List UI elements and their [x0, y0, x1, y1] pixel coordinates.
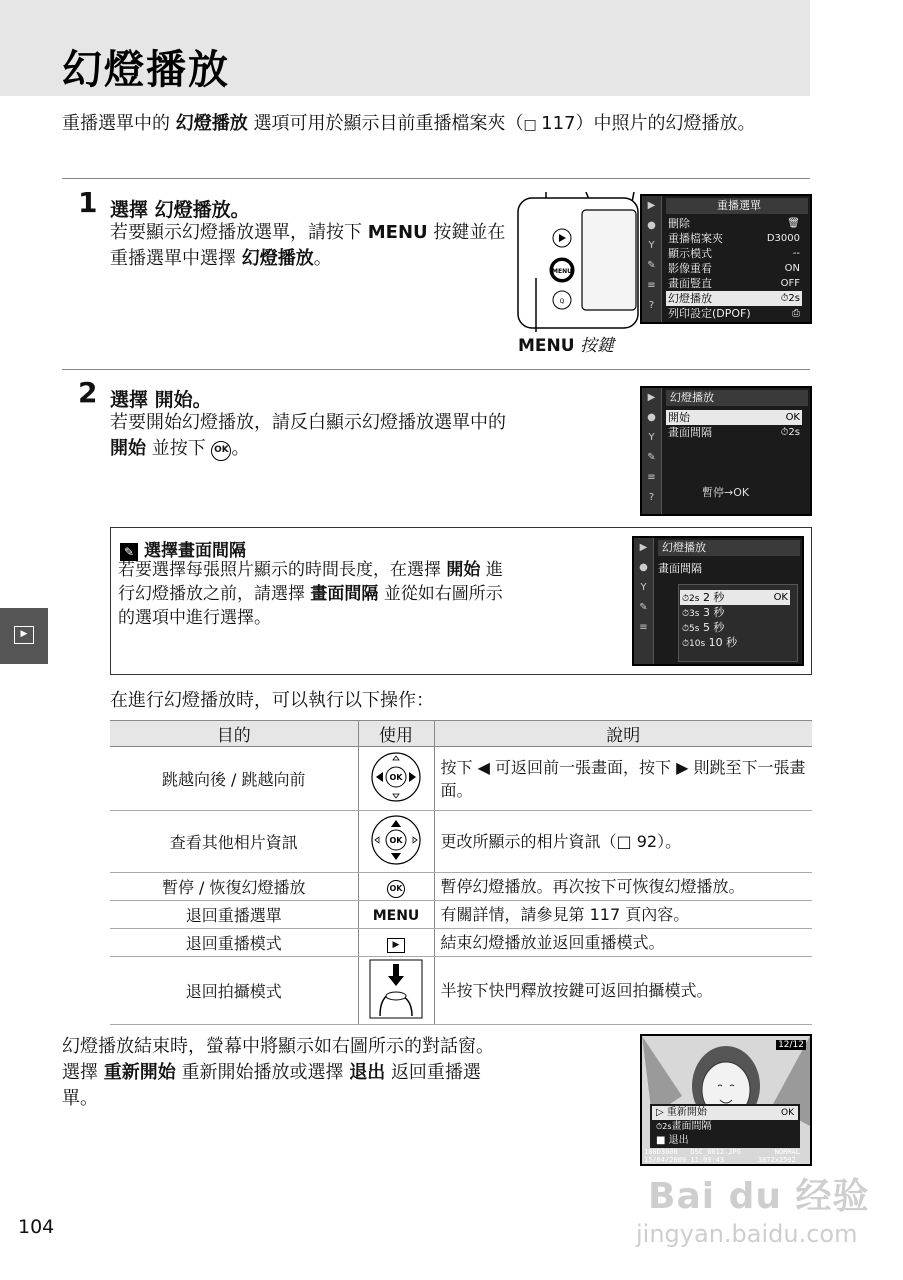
playback-glyph: ▶ [387, 938, 405, 953]
table-row [110, 873, 812, 901]
step-text-end: 。 [231, 438, 250, 459]
retouch-tab-icon: ✎ [639, 602, 648, 613]
menu-row-label: 刪除 [668, 217, 690, 230]
menu-row-value: ON [784, 263, 800, 274]
retouch-tab-icon: ✎ [647, 260, 656, 271]
end-text-3: 返回重播選單。 [62, 1062, 481, 1109]
intro-page-ref: 117 [541, 113, 576, 134]
step-text-2: 並按下 [151, 438, 206, 459]
menu-row-value: 🗑 [787, 218, 800, 229]
step-text: 若要顯示幻燈播放選單，請按下 [110, 222, 362, 243]
interval-menu-screen [632, 536, 804, 666]
table-header-row [110, 721, 812, 747]
step-text: 若要開始幻燈播放，請反白顯示幻燈播放選單中的 [110, 412, 506, 433]
note-bold-2: 畫面間隔 [310, 584, 379, 604]
timer-icon: ⏱10s [682, 639, 706, 649]
header-purpose: 目的 [110, 721, 358, 747]
photo-info-line: 100D3000 DSC_0012.JPG NORMAL [644, 1148, 800, 1156]
wrench-tab-icon: Y [640, 582, 647, 593]
interval-option[interactable] [680, 620, 790, 635]
menu-button-caption [518, 331, 614, 356]
screen-sidebar [634, 538, 654, 664]
stop-icon: ■ [656, 1135, 666, 1146]
table-row [110, 811, 812, 873]
screen-title: 重播選單 [666, 198, 808, 214]
camera-tab-icon: ● [647, 412, 656, 423]
operations-table [110, 720, 812, 1025]
step-number: 1 [78, 186, 98, 219]
step-bold: 幻燈播放 [241, 248, 314, 269]
interval-option[interactable] [680, 635, 790, 650]
note-text-3: 並從如右圖所示的選項中進行選擇。 [118, 584, 503, 628]
book-icon: □ [523, 117, 542, 133]
screen-title: 幻燈播放 [666, 390, 808, 406]
svg-text:Q: Q [559, 298, 565, 305]
ok-button-icon [358, 873, 434, 901]
playback-tab-icon: ▶ [647, 392, 656, 403]
menu-row-label: 幻燈播放 [668, 292, 712, 305]
description-cell: 半按下快門釋放按鍵可返回拍攝模式。 [434, 957, 812, 1025]
step-heading [110, 385, 212, 412]
restart-label: 重新開始 [666, 1107, 707, 1118]
table-row [110, 957, 812, 1025]
ok-label: OK [781, 1108, 794, 1118]
description-cell: 有關詳情，請參見第 117 頁內容。 [434, 901, 812, 929]
play-icon: ▷ [656, 1107, 664, 1118]
caption-key: MENU [518, 336, 575, 356]
screen-sidebar [642, 196, 662, 322]
menu-row-value: ⎙ [792, 308, 800, 319]
option-label: 5 秒 [702, 621, 725, 634]
menu-row-value: OFF [780, 278, 800, 289]
intro-text-3: ）中照片的幻燈播放。 [575, 113, 756, 134]
step-body [110, 410, 510, 462]
pencil-icon: ✎ [120, 543, 138, 561]
screen-sidebar [642, 388, 662, 514]
screen-title: 幻燈播放 [658, 540, 800, 556]
menu-row-label: 畫面豎直 [668, 277, 712, 290]
page-number: 104 [18, 1216, 55, 1238]
menu-row-label: 畫面間隔 [668, 426, 712, 439]
menu-row-selected[interactable] [666, 291, 802, 306]
timer-icon: ⏱2s [656, 1122, 672, 1131]
intro-bold: 幻燈播放 [175, 113, 248, 134]
purpose-cell: 暫停 / 恢復幻燈播放 [110, 873, 358, 901]
menu-button-icon [358, 901, 434, 929]
table-row [110, 747, 812, 811]
menu-row-label: 影像重看 [668, 262, 712, 275]
shutter-release-icon [358, 957, 434, 1025]
divider [62, 369, 810, 370]
playback-menu-screen [640, 194, 812, 324]
menu-row[interactable] [666, 246, 802, 261]
menu-row-label: 開始 [668, 411, 690, 424]
restart-option[interactable] [652, 1106, 798, 1120]
screen-subtitle: 畫面間隔 [658, 562, 702, 575]
purpose-cell: 查看其他相片資訊 [110, 811, 358, 873]
menu-label: MENU [372, 908, 420, 924]
photo-info-line: 15/04/2009 11:03:43 3872x2592 [644, 1156, 796, 1164]
ok-label: OK [387, 880, 405, 898]
menu-row-value: ⏱2s [780, 427, 800, 438]
step-heading [110, 195, 250, 222]
recent-tab-icon: ≡ [639, 622, 648, 633]
end-paragraph [62, 1034, 510, 1112]
option-ok: OK [773, 592, 788, 603]
playback-button-icon [358, 929, 434, 957]
menu-row-label: 顯示模式 [668, 247, 712, 260]
interval-label: 畫面間隔 [671, 1121, 712, 1132]
page-title: 幻燈播放 [62, 47, 230, 93]
note-text: 若要選擇每張照片顯示的時間長度，在選擇 [118, 560, 441, 580]
intro-text-2: 選項可用於顯示目前重播檔案夾（ [253, 113, 524, 134]
svg-text:OK: OK [389, 772, 403, 782]
recent-tab-icon: ≡ [647, 472, 656, 483]
playback-section-tab [0, 608, 48, 664]
step-heading-bold: 幻燈播放 [154, 199, 231, 221]
purpose-cell: 退回拍攝模式 [110, 957, 358, 1025]
option-label: 2 秒 [702, 591, 725, 604]
description-cell: 更改所顯示的相片資訊（□ 92）。 [434, 811, 812, 873]
timer-icon: ⏱3s [682, 609, 700, 619]
ok-button-icon: OK [211, 441, 231, 461]
slideshow-end-screen [640, 1034, 812, 1166]
svg-text:OK: OK [389, 835, 403, 845]
menu-row[interactable] [666, 306, 802, 321]
description-cell: 暫停幻燈播放。再次按下可恢復幻燈播放。 [434, 873, 812, 901]
purpose-cell: 跳越向後 / 跳越向前 [110, 747, 358, 811]
menu-row-selected[interactable] [666, 410, 802, 425]
step-heading-text: 選擇 [110, 389, 149, 411]
menu-row[interactable] [666, 425, 802, 440]
note-text-2: 進行幻燈播放之前，請選擇 [118, 560, 503, 604]
step-heading-end: 。 [192, 389, 212, 411]
header-description: 說明 [434, 721, 812, 747]
ops-lead: 在進行幻燈播放時，可以執行以下操作： [110, 690, 434, 711]
note-body [118, 558, 508, 630]
end-text-2: 重新開始播放或選擇 [181, 1062, 344, 1083]
table-row [110, 901, 812, 929]
baidu-watermark-logo: Bai du 经验 [648, 1176, 870, 1217]
end-bold-2: 退出 [349, 1062, 386, 1083]
option-label: 10 秒 [708, 636, 738, 649]
exit-option[interactable] [652, 1134, 689, 1148]
playback-tab-icon: ▶ [647, 200, 656, 211]
step-body [110, 220, 510, 272]
header-use: 使用 [358, 721, 434, 747]
interval-option[interactable] [652, 1120, 712, 1134]
note-heading-text: 選擇畫面間隔 [144, 541, 246, 561]
menu-row[interactable] [666, 231, 802, 246]
step-heading-text: 選擇 [110, 199, 149, 221]
photo-info [644, 1148, 800, 1164]
screen-footer: 暫停→OK [702, 486, 750, 499]
wrench-tab-icon: Y [648, 240, 655, 251]
intro-text: 重播選單中的 [62, 113, 170, 134]
divider [62, 178, 810, 179]
step-heading-end: 。 [230, 199, 250, 221]
menu-row-value: ⏱2s [780, 293, 800, 304]
menu-row-label: 列印設定(DPOF) [668, 307, 751, 320]
multi-selector-up-down-icon [358, 811, 434, 873]
end-text: 幻燈播放結束時，螢幕中將顯示如右圖所示的對話窗。選擇 [62, 1036, 494, 1083]
playback-icon: ▶ [14, 626, 34, 644]
help-icon: ? [648, 300, 655, 311]
menu-row-value: D3000 [766, 233, 800, 244]
retouch-tab-icon: ✎ [647, 452, 656, 463]
menu-row[interactable] [666, 276, 802, 291]
menu-row-value: OK [785, 412, 800, 423]
wrench-tab-icon: Y [648, 432, 655, 443]
menu-row[interactable] [666, 216, 802, 231]
timer-icon: ⏱2s [682, 594, 700, 604]
step-number: 2 [78, 376, 98, 409]
description-cell: 按下 ◀ 可返回前一張畫面，按下 ▶ 則跳至下一張畫面。 [434, 747, 812, 811]
svg-text:MENU: MENU [552, 268, 572, 275]
purpose-cell: 退回重播選單 [110, 901, 358, 929]
note-bold: 開始 [446, 560, 481, 580]
interval-option[interactable] [680, 605, 790, 620]
camera-back-illustration [516, 192, 640, 332]
camera-tab-icon: ● [639, 562, 648, 573]
menu-row[interactable] [666, 261, 802, 276]
playback-tab-icon: ▶ [639, 542, 648, 553]
menu-row-value: -- [792, 248, 800, 259]
step-heading-bold: 開始 [154, 389, 193, 411]
caption-text: 按鍵 [579, 336, 614, 356]
baidu-watermark-url: jingyan.baidu.com [636, 1220, 858, 1248]
option-label: 3 秒 [702, 606, 725, 619]
recent-tab-icon: ≡ [647, 280, 656, 291]
help-icon: ? [648, 492, 655, 503]
menu-row-label: 重播檔案夾 [668, 232, 723, 245]
frame-counter: 12/12 [778, 1040, 804, 1050]
description-cell: 結束幻燈播放並返回重播模式。 [434, 929, 812, 957]
multi-selector-left-right-icon [358, 747, 434, 811]
end-bold: 重新開始 [103, 1062, 176, 1083]
table-row [110, 929, 812, 957]
interval-option-selected[interactable] [680, 590, 790, 605]
step-bold: 開始 [110, 438, 146, 459]
purpose-cell: 退回重播模式 [110, 929, 358, 957]
menu-key-label: MENU [367, 222, 428, 243]
step-text-end: 。 [313, 248, 332, 269]
exit-label: 退出 [668, 1135, 689, 1146]
slideshow-menu-screen [640, 386, 812, 516]
intro-paragraph [62, 110, 810, 139]
camera-tab-icon: ● [647, 220, 656, 231]
timer-icon: ⏱5s [682, 624, 700, 634]
step-text-2: 按鍵並在重播選單中選擇 [110, 222, 506, 269]
